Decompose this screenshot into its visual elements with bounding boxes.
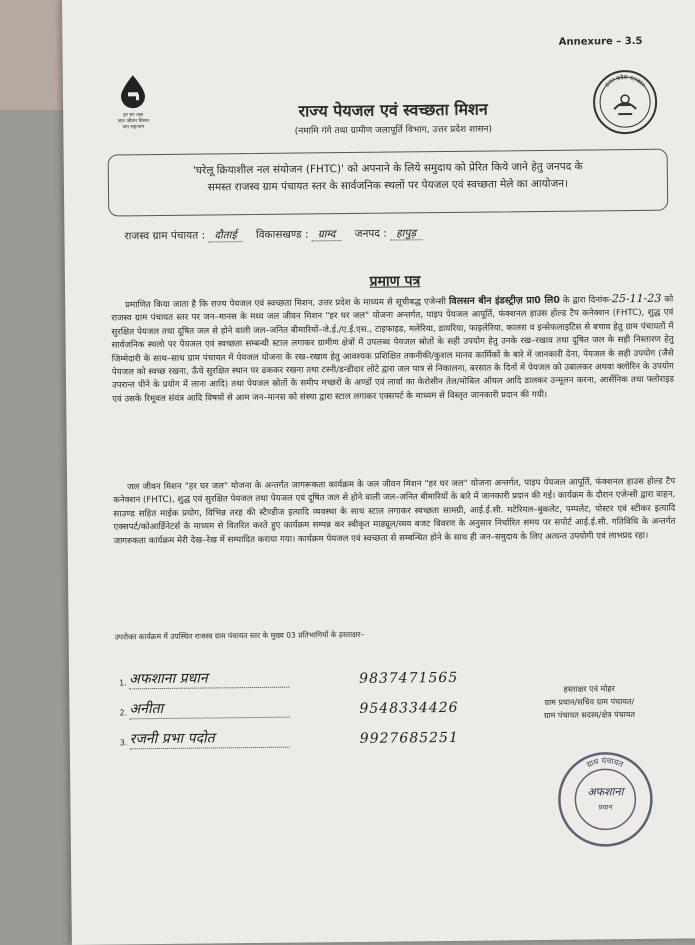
participants-list (119, 660, 460, 754)
panchayat-value: दौताई (208, 229, 242, 242)
certificate-title: प्रमाण पत्र (369, 273, 421, 290)
location-row (124, 226, 422, 243)
signatory-line-2: ग्राम प्रधान/सचिव ग्राम पंचायत/ (544, 697, 635, 707)
page-subtitle: (नमामि गंगे तथा ग्रामीण जलापूर्ति विभाग, उत्तर प्रदेश शासन) (294, 124, 493, 137)
participant-phone: 9548334426 (359, 699, 459, 717)
signatory-block (509, 682, 669, 723)
stamp-signature: अफशाना (587, 785, 624, 799)
participants-heading: उपरोक्त कार्यक्रम में उपस्थित राजस्व ग्राम पंचायत स्तर के मुख्य 03 प्रतिभागियों के हस्ताक्षर– (114, 629, 365, 642)
logo-tagline-2: जल जीवन मिशन (117, 118, 149, 125)
participant-signature: रजनी प्रभा पदोत (130, 728, 290, 750)
signatory-line-3: ग्राम पंचायत सदस्य/क्षेत्र पंचायत (543, 710, 636, 720)
certificate-document (62, 0, 695, 945)
annexure-label: Annexure – 3.5 (558, 35, 643, 48)
banner-line-2: समस्त राजस्व ग्राम पंचायत स्तर के सार्वजनिक स्थलों पर पेयजल एवं स्वच्छता मेले का आयोजन। (207, 177, 569, 194)
seal-text: उत्तर प्रदेश सरकार (603, 74, 647, 89)
participant-row (119, 690, 459, 724)
event-banner (108, 149, 669, 217)
district-label: जनपद : (354, 227, 387, 240)
stamp-center-text: प्रधान (598, 803, 613, 812)
signatory-line-1: हस्ताक्षर एवं मोहर (563, 684, 615, 694)
participant-signature: अफशाना प्रधान (129, 668, 289, 690)
banner-line-1: 'घरेलू क्रियाशील नल संयोजन (FHTC)' को अपनाने के लिये समुदाय को प्रेरित किये जाने हेतु जनपद के (192, 160, 583, 177)
background-scrap (0, 0, 70, 110)
participant-number: 1. (119, 678, 127, 688)
stamp-top-text: ग्राम पंचायत (585, 756, 625, 770)
para1-part2: के द्वारा दिनांक- (562, 295, 612, 306)
agency-name: विलसन बीन इंडस्ट्रीज़ प्रा0 लि0 (448, 294, 561, 307)
panchayat-stamp (555, 749, 656, 854)
participant-number: 2. (119, 708, 128, 718)
para1-part3: को राजस्व ग्राम पंचायत स्तर पर जन–मानस के मध्य जल जीवन मिशन "हर घर जल" योजना अन्तर्गत, पाइप पेयजल आपूर्ति, फंक्शनल हाउस होल्ड टैप कनेक्शन (FHTC), शुद्ध एवं सुरक्षित पेयजल तथा दूषित जल से होने वाली जल–जनित बीमारियों–जे.ई./ए.ई.एस., टाइफाइड, मलेरिया, डायरिया, फाइलेरिया, कालरा व इन्सेफलाइटिस से बचाव हेतु ग्राम पंचायतों में सार्वजनिक स्थलो पर पेयजल एवं स्वच्छता सम्बन्धी स्टाल लगाकर ग्रामीण क्षेत्रों में उपलब्ध पेयजल स्रोतों के सही उपयोग हेतु उनके रख–रखाव तथा दूषित जल के सही निस्तारण हेतु जिम्मेदारी के साथ–साथ ग्राम पंचायत में पेयजल योजना के रख–रखाव हेतु आवश्यक प्रशिक्षित तकनीकी/कुशल मानव कार्मिकों के बारे में जानकारी देना, पेयजल के सही उपयोग (जैसे पेयजल को स्वच्छ रखना, ऊँचे सुरक्षित स्थान पर ढककर रखना तथा टस्नी/डन्डीदार लोटे द्वारा जल पात्र से निकालना, बरसात के दिनों में पेयजल को उबालकर अथवा क्लोरिन के उपयोग उपरान्त पीने के प्रयोग में लाना आदि) तथा पेयजल स्रोतों के समीप मच्छरों के अण्डों एवं लार्वा का केरोसीन तेल/मोबिल ऑयल आदि डालकर उन्मूलन करना, आर्सेनिक तथा फ्लोराइड एवं उसके रिमूवल संयंत्र आदि विषयों से आम जन–मानस को संस्था द्वारा स्टाल लगाकर एक्सपर्ट के माध्यम से विस्तृत जानकारी प्रदान की गयी। (111, 294, 675, 405)
stamp-seal-icon (555, 749, 656, 850)
svg-text:ग्राम पंचायत (585, 756, 625, 770)
participant-phone: 9837471565 (359, 669, 459, 687)
event-date: 25-11-23 (611, 291, 662, 306)
certificate-paragraph-2: जल जीवन मिशन "हर घर जल" योजना के अन्तर्गत जागरूकता कार्यक्रम के जल जीवन मिशन "हर घर जल" योजना अन्तर्गत, पाइप पेयजल आपूर्ति, फंक्शनल हाउस होल्ड टैप कनेक्शन (FHTC), शुद्ध एवं सुरक्षित पेयजल तथा पेयजल एवं दूषित जल से होने वाली जल–जनित बीमारियों के बारे में जानकारी प्रदान की गई। कार्यक्रम के दौरान एजेन्सी द्वारा वाहन, साउण्ड सहित माईक प्रयोग, विभिन्न तरह की स्टैण्डीज इत्यादि व्यवस्था के साथ स्टाल लगाकर स्वच्छता सामग्री, आई.ई.सी. मटेरियल–बुकलेट, पम्पलेट, पोस्टर एवं स्टीकर इत्यादि एक्सपर्ट/कोआर्डिनेटर्स के माध्यम से वितरित करते हुए कार्यक्रम सम्पन्न कर स्वीकृत माड्यूल/व्यय बजट विवरण के अनुसार निर्धारित समय पर सपोर्ट आई.ई.सी. गतिविधि के अन्तर्गत जागरुकता कार्यक्रम मेरी देख–रेख में सम्पादित कराया गया। कार्यक्रम पेयजल एवं स्वच्छता से सम्बन्धित होने के साथ ही जन–समुदाय के लिए अत्यन्त उपयोगी एवं लाभप्रद रहा। (113, 476, 676, 547)
participant-phone: 9927685251 (359, 729, 459, 747)
certificate-paragraph-1 (111, 292, 674, 407)
logo-tagline-1: हर घर जल (123, 112, 144, 119)
participant-row (119, 660, 459, 694)
participant-signature: अनीता (129, 698, 289, 720)
block-label: विकासखण्ड : (255, 228, 309, 241)
logo-tagline-3: जन सहभाग (122, 124, 145, 131)
block-value: ग्राम्द (312, 228, 342, 241)
page-title: राज्य पेयजल एवं स्वच्छता मिशन (298, 99, 488, 121)
participant-number: 3. (119, 738, 128, 748)
para1-part1: प्रमाणित किया जाता है कि राज्य पेयजल एवं स्वच्छता मिशन, उत्तर प्रदेश के माध्यम से सूचीबद्ध एजेन्सी (125, 296, 446, 311)
panchayat-label: राजस्व ग्राम पंचायत : (124, 229, 206, 243)
district-value: हापुड़ (390, 227, 422, 240)
participant-row (120, 720, 460, 754)
